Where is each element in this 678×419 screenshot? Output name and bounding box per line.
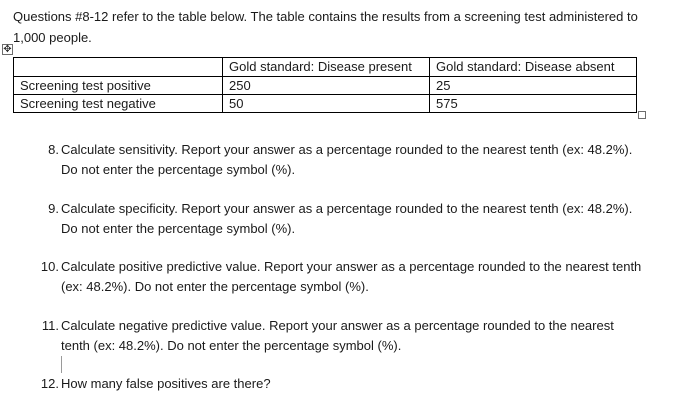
question-text: How many false positives are there?	[61, 376, 271, 391]
table-cell-row-label: Screening test negative	[14, 95, 223, 113]
intro-paragraph: Questions #8-12 refer to the table below. The table contains the results from a screening test administered to 1,000 people.	[13, 9, 638, 45]
screening-results-table	[13, 57, 637, 113]
question-text: Calculate specificity. Report your answer as a percentage rounded to the nearest tenth (ex: 48.2%). Do not enter the percentage symbol (%).	[61, 201, 633, 236]
question-number: 10.	[40, 259, 59, 274]
question-text: Calculate sensitivity. Report your answer as a percentage rounded to the nearest tenth (ex: 48.2%). Do not enter the percentage symbol (%).	[61, 142, 633, 177]
table-row	[14, 77, 637, 95]
text-cursor	[61, 356, 62, 373]
question-number: 12.	[40, 376, 59, 391]
table-cell-value: 25	[430, 77, 637, 95]
question-number: 8.	[48, 142, 59, 157]
table-cell-value: 575	[430, 95, 637, 113]
question-number: 9.	[48, 201, 59, 216]
table-move-icon[interactable]: ✥	[3, 43, 12, 55]
table-cell-row-label: Screening test positive	[14, 77, 223, 95]
table-row	[14, 95, 637, 113]
question-number: 11.	[41, 318, 59, 333]
table-cell-value: 250	[223, 77, 430, 95]
table-header-cell-disease-present: Gold standard: Disease present	[223, 58, 430, 77]
question-text: Calculate negative predictive value. Report your answer as a percentage rounded to the nearest tenth (ex: 48.2%). Do not enter the percentage symbol (%).	[61, 318, 614, 353]
table-header-row	[14, 58, 637, 77]
table-cell-value: 50	[223, 95, 430, 113]
table-header-cell-empty	[14, 58, 223, 77]
table-header-cell-disease-absent: Gold standard: Disease absent	[430, 58, 637, 77]
question-text: Calculate positive predictive value. Report your answer as a percentage rounded to the nearest tenth (ex: 48.2%). Do not enter the percentage symbol (%).	[61, 259, 642, 294]
table-resize-icon[interactable]	[638, 111, 646, 119]
